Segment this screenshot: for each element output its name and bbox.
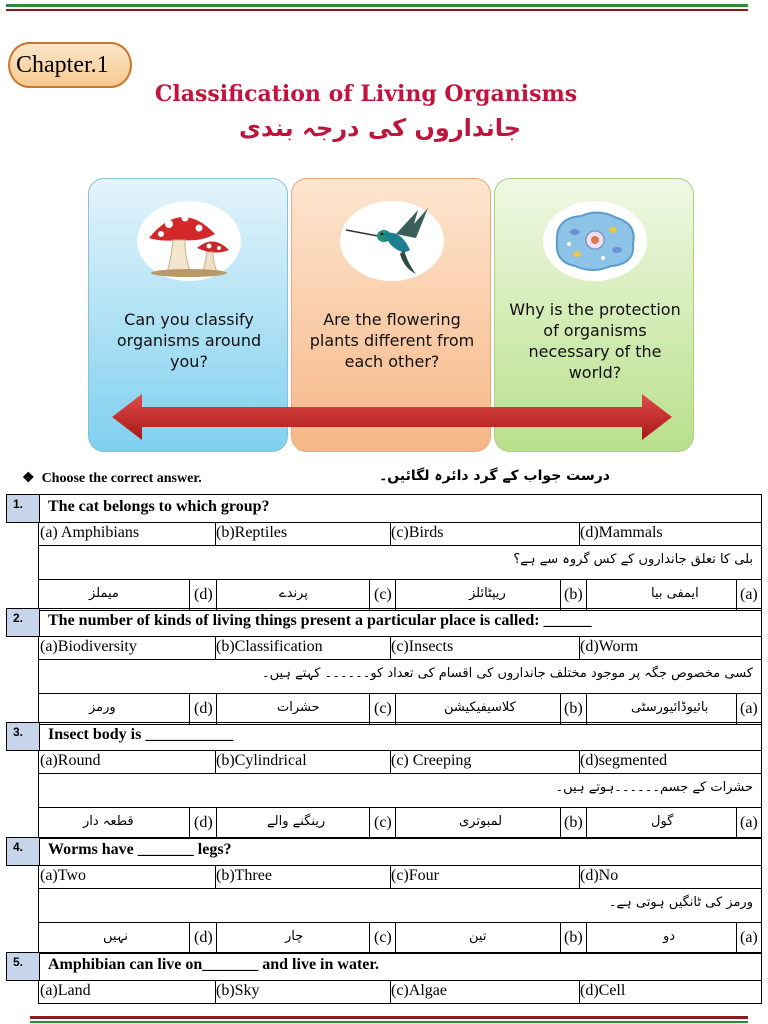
option-a[interactable]: (a)Round bbox=[40, 752, 101, 769]
bottom-rule-red bbox=[30, 1016, 748, 1019]
option-a[interactable]: (a)Land bbox=[40, 982, 91, 999]
option-b-urdu[interactable]: تین bbox=[469, 929, 487, 944]
question-header bbox=[6, 952, 762, 981]
question-number: 4. bbox=[7, 838, 40, 865]
question-text-urdu: کسی مخصوص جگہ پر موجود مختلف جانداروں کی اقسام کی تعداد کو۔۔۔۔۔۔ کہتے ہیں۔ bbox=[261, 666, 753, 681]
option-b[interactable]: (b)Cylindrical bbox=[216, 752, 307, 769]
options-row-english bbox=[38, 981, 762, 1004]
options-row-urdu: قطعہ دار (d) رینگنے والے (c) لمبوتری (b) گول (a) bbox=[38, 808, 762, 839]
options-row-english bbox=[38, 523, 762, 546]
instructions-english bbox=[22, 470, 202, 487]
option-a[interactable]: (a)Biodiversity bbox=[40, 638, 137, 655]
option-b[interactable]: (b)Classification bbox=[216, 638, 323, 655]
question-header bbox=[6, 608, 762, 637]
option-c[interactable]: (c)Algae bbox=[391, 982, 447, 999]
option-c-urdu[interactable]: رینگنے والے bbox=[267, 814, 326, 829]
question-number: 1. bbox=[7, 495, 40, 522]
option-d[interactable]: (d)No bbox=[580, 867, 619, 884]
option-b[interactable]: (b)Reptiles bbox=[216, 524, 288, 541]
hummingbird-icon bbox=[344, 204, 440, 278]
bottom-rule-green bbox=[30, 1021, 748, 1023]
option-d-urdu[interactable]: میملز bbox=[89, 586, 119, 601]
option-d-urdu[interactable]: قطعہ دار bbox=[83, 814, 134, 829]
top-rule-green bbox=[6, 4, 748, 7]
options-row-urdu: میملز (d) پرندے (c) ریپٹائلز (b) ایمفی بیا (a) bbox=[38, 580, 762, 611]
option-c-urdu[interactable]: چار bbox=[285, 929, 304, 944]
options-row-english bbox=[38, 637, 762, 660]
question-text-urdu-row bbox=[38, 546, 762, 580]
instructions-text: Choose the correct answer. bbox=[41, 471, 202, 486]
option-c[interactable]: (c)Insects bbox=[391, 638, 454, 655]
question-text-urdu: بلی کا تعلق جانداروں کے کس گروہ سے ہے؟ bbox=[513, 552, 753, 567]
option-a-urdu[interactable]: ایمفی بیا bbox=[651, 586, 699, 601]
panel-image-frame bbox=[137, 201, 241, 281]
page-title: Classification of Living Organisms bbox=[154, 81, 578, 107]
option-b[interactable]: (b)Sky bbox=[216, 982, 260, 999]
option-d[interactable]: (d)Cell bbox=[580, 982, 626, 999]
option-c-urdu[interactable]: پرندے bbox=[279, 586, 308, 601]
option-d-urdu[interactable]: نہیں bbox=[103, 929, 129, 944]
option-c[interactable]: (c)Four bbox=[391, 867, 439, 884]
option-d[interactable]: (d)segmented bbox=[580, 752, 668, 769]
question-text-urdu-row bbox=[38, 889, 762, 923]
option-b-urdu[interactable]: ریپٹائلز bbox=[469, 586, 506, 601]
question-text: The cat belongs to which group? bbox=[48, 498, 270, 515]
diamond-bullet-icon: ❖ bbox=[22, 471, 35, 486]
question-text: Worms have _______ legs? bbox=[48, 841, 232, 858]
double-arrow-icon bbox=[112, 394, 672, 440]
option-a-urdu[interactable]: گول bbox=[651, 814, 674, 829]
option-b-urdu[interactable]: لمبوتری bbox=[459, 814, 503, 829]
question-text-urdu: حشرات کے جسم۔۔۔۔۔۔ہوتے ہیں۔ bbox=[555, 780, 753, 795]
option-a-urdu[interactable]: دو bbox=[663, 929, 676, 944]
panel-image-frame bbox=[543, 201, 647, 281]
option-a-urdu[interactable]: بائیوڈائیورسٹی bbox=[631, 700, 709, 715]
option-b[interactable]: (b)Three bbox=[216, 867, 272, 884]
question-header bbox=[6, 837, 762, 866]
panel-question: Why is the protection of organisms necessary of the world? bbox=[509, 300, 681, 382]
instructions-urdu: درست جواب کے گرد دائرہ لگائیں۔ bbox=[379, 468, 610, 484]
question-header bbox=[6, 494, 762, 523]
option-d-urdu[interactable]: ورمز bbox=[89, 700, 116, 715]
option-a[interactable]: (a)Two bbox=[40, 867, 86, 884]
question-text-urdu-row bbox=[38, 774, 762, 808]
option-d[interactable]: (d)Mammals bbox=[580, 524, 663, 541]
option-a[interactable]: (a) Amphibians bbox=[40, 524, 140, 541]
chapter-label: Chapter.1 bbox=[16, 51, 109, 78]
question-text: The number of kinds of living things present a particular place is called: ______ bbox=[48, 612, 592, 629]
option-c[interactable]: (c)Birds bbox=[391, 524, 444, 541]
options-row-urdu: نہیں (d) چار (c) تین (b) دو (a) bbox=[38, 923, 762, 954]
question-text-urdu-row bbox=[38, 660, 762, 694]
cell-icon bbox=[547, 204, 643, 278]
question-number: 2. bbox=[7, 609, 40, 636]
panel-question: Are the flowering plants different from each other? bbox=[309, 310, 475, 371]
question-header bbox=[6, 722, 762, 751]
mushroom-icon bbox=[141, 204, 237, 278]
options-row-english bbox=[38, 751, 762, 774]
option-b-urdu[interactable]: کلاسیفیکیشن bbox=[444, 700, 516, 715]
options-row-english bbox=[38, 866, 762, 889]
question-text: Amphibian can live on_______ and live in water. bbox=[48, 956, 380, 973]
question-number: 5. bbox=[7, 953, 40, 980]
options-row-urdu: ورمز (d) حشرات (c) کلاسیفیکیشن (b) بائیوڈائیورسٹی (a) bbox=[38, 694, 762, 725]
option-d[interactable]: (d)Worm bbox=[580, 638, 639, 655]
question-text: Insect body is ___________ bbox=[48, 726, 234, 743]
panel-question: Can you classify organisms around you? bbox=[116, 310, 262, 371]
question-number: 3. bbox=[7, 723, 40, 750]
top-rule-red bbox=[6, 9, 748, 11]
question-text-urdu: ورمز کی ٹانگیں ہوتی ہے۔ bbox=[608, 895, 753, 910]
option-c[interactable]: (c) Creeping bbox=[391, 752, 472, 769]
panel-image-frame bbox=[340, 201, 444, 281]
page-title-urdu: جانداروں کی درجہ بندی bbox=[238, 114, 522, 142]
option-c-urdu[interactable]: حشرات bbox=[277, 700, 320, 715]
